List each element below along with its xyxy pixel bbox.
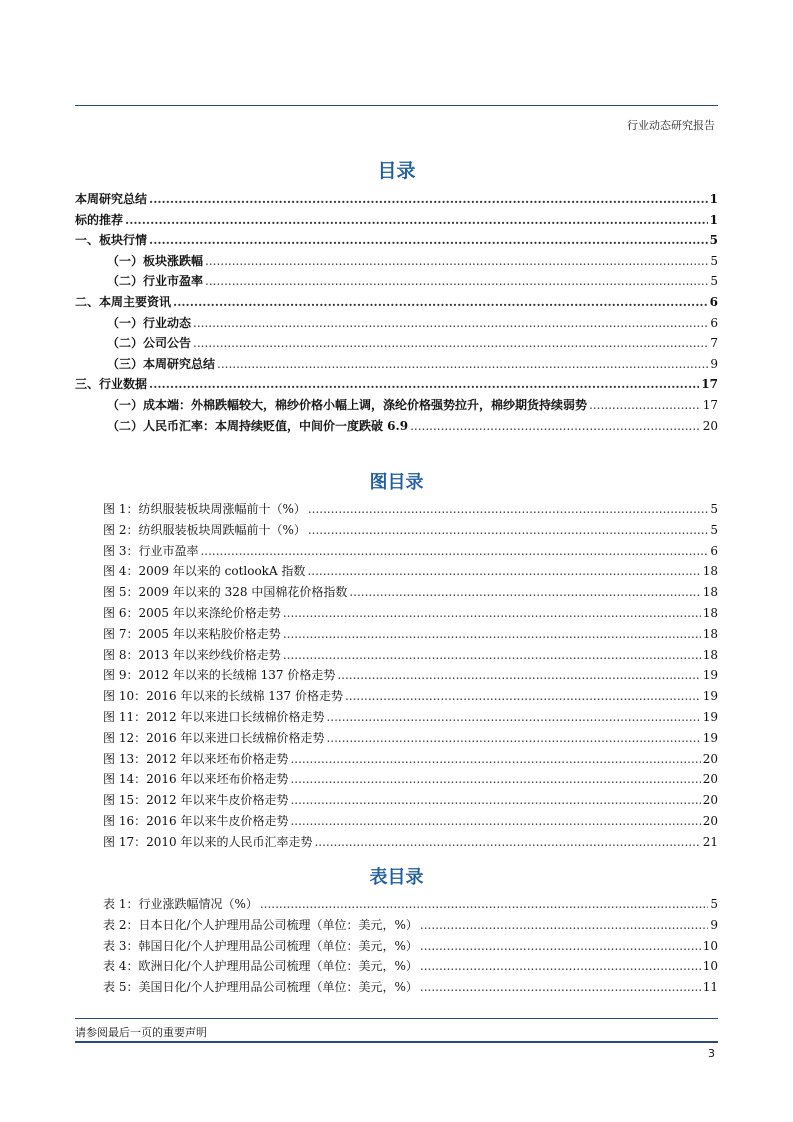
entry-page: 7 [710,336,718,351]
entry-label: 图 15：2012 年以来牛皮价格走势 [103,793,289,808]
toc-entry[interactable] [103,646,718,667]
dot-leader [349,585,700,599]
entry-page: 17 [702,397,718,412]
entry-page: 18 [702,626,718,641]
toc-entry[interactable] [103,750,718,771]
entry-page: 18 [702,585,718,600]
toc-entry[interactable] [103,729,718,750]
dot-leader [290,793,700,807]
toc-entry[interactable] [103,583,718,604]
entry-page: 19 [702,689,718,704]
entry-page: 20 [702,418,718,433]
dot-leader [200,544,708,558]
dot-leader [283,606,701,620]
entry-label: （一）成本端：外棉跌幅较大，棉纱价格小幅上调，涤纶价格强势拉升，棉纱期货持续弱势 [107,397,588,412]
toc-list [75,190,718,437]
entry-label: （二）行业市盈率 [107,274,204,289]
toc-entry[interactable] [75,355,718,376]
entry-label: （一）行业动态 [107,315,192,330]
entry-label: 图 4：2009 年以来的 cotlookA 指数 [103,564,306,579]
entry-label: 三、行业数据 [75,377,148,392]
toc-entry[interactable] [103,937,718,958]
toc-title: 目录 [377,160,416,182]
entry-label: 图 9：2012 年以来的长绒棉 137 价格走势 [103,668,336,683]
toc-entry[interactable] [103,625,718,646]
toc-entry[interactable] [75,314,718,335]
page-number: 3 [708,1047,715,1060]
dot-leader [308,523,709,537]
toc-entry[interactable] [103,666,718,687]
tables-title: 表目录 [369,867,424,888]
toc-entry[interactable] [103,916,718,937]
dot-leader [589,398,701,412]
entry-page: 19 [702,730,718,745]
toc-entry[interactable] [103,542,718,563]
entry-page: 5 [710,253,718,268]
entry-label: 本周研究总结 [75,192,148,206]
toc-entry[interactable] [103,708,718,729]
entry-label: 图 8：2013 年以来纱线价格走势 [103,647,281,662]
dot-leader [420,918,708,932]
dot-leader [410,419,701,433]
dot-leader [205,254,708,268]
toc-entry[interactable] [103,604,718,625]
toc-entry[interactable] [75,190,718,211]
dot-leader [345,689,701,703]
entry-page: 19 [702,668,718,683]
toc-entry[interactable] [75,272,718,293]
entry-page: 20 [702,793,718,808]
footer-rule [75,1018,718,1019]
dot-leader [193,336,708,350]
entry-page: 17 [701,377,718,392]
entry-page: 11 [702,980,718,995]
entry-page: 5 [709,233,718,248]
toc-entry[interactable] [103,895,718,916]
entry-page: 5 [710,897,718,911]
toc-entry[interactable] [103,957,718,978]
dot-leader [149,192,708,206]
header-rule [75,105,718,106]
toc-entry[interactable] [75,375,718,396]
entry-page: 6 [709,294,718,309]
dot-leader [307,564,700,578]
toc-entry[interactable] [75,334,718,355]
footer-disclaimer: 请参阅最后一页的重要声明 [75,1026,207,1039]
entry-label: 表 4：欧洲日化/个人护理用品公司梳理（单位：美元，%） [103,959,418,974]
entry-page: 5 [710,502,718,516]
entry-label: 表 3：韩国日化/个人护理用品公司梳理（单位：美元，%） [103,938,418,953]
entry-page: 6 [710,315,718,330]
dot-leader [337,668,700,682]
entry-label: 表 2：日本日化/个人护理用品公司梳理（单位：美元，%） [103,917,418,932]
entry-page: 6 [710,543,718,558]
entry-label: 一、板块行情 [75,233,148,248]
entry-label: 图 5：2009 年以来的 328 中国棉花价格指数 [103,585,348,600]
tables-list [103,895,718,999]
entry-label: （三）本周研究总结 [107,356,216,371]
dot-leader [283,648,701,662]
dot-leader [314,835,700,849]
entry-page: 18 [702,605,718,620]
entry-label: 图 17：2010 年以来的人民币汇率走势 [103,834,313,849]
entry-page: 21 [702,834,718,849]
toc-entry[interactable] [75,396,718,417]
dot-leader [125,213,708,227]
toc-entry[interactable] [103,791,718,812]
toc-entry[interactable] [103,687,718,708]
report-type-label: 行业动态研究报告 [627,119,715,132]
toc-entry[interactable] [103,500,718,521]
dot-leader [290,814,700,828]
entry-label: 图 14：2016 年以来坯布价格走势 [103,772,289,787]
entry-page: 20 [702,813,718,828]
toc-entry[interactable] [103,978,718,999]
entry-label: 图 3：行业市盈率 [103,543,199,558]
toc-entry[interactable] [103,833,718,854]
toc-entry[interactable] [103,812,718,833]
dot-leader [173,295,708,309]
figures-title: 图目录 [369,472,424,493]
dot-leader [420,939,701,953]
toc-entry[interactable] [103,770,718,791]
entry-page: 9 [710,356,718,371]
dot-leader [205,274,708,288]
entry-label: 标的推荐 [75,212,124,227]
entry-page: 9 [710,917,718,932]
dot-leader [290,772,700,786]
toc-entry[interactable] [103,521,718,542]
entry-label: 图 11：2012 年以来进口长绒棉价格走势 [103,709,325,724]
dot-leader [149,377,699,391]
entry-label: 图 12：2016 年以来进口长绒棉价格走势 [103,730,325,745]
dot-leader [217,357,708,371]
entry-page: 1 [709,212,718,227]
entry-label: （二）公司公告 [107,336,192,351]
entry-page: 19 [702,709,718,724]
dot-leader [290,752,700,766]
dot-leader [283,627,701,641]
entry-page: 18 [702,647,718,662]
dot-leader [420,959,701,973]
dot-leader [326,710,700,724]
entry-page: 10 [702,938,718,953]
entry-page: 5 [710,274,718,289]
figures-list [103,500,718,854]
toc-entry[interactable] [75,252,718,273]
entry-label: 表 5：美国日化/个人护理用品公司梳理（单位：美元，%） [103,980,418,995]
entry-page: 10 [702,959,718,974]
entry-label: 表 1：行业涨跌幅情况（%） [103,897,258,911]
entry-label: （一）板块涨跌幅 [107,253,204,268]
dot-leader [420,980,701,994]
entry-label: 图 13：2012 年以来坯布价格走势 [103,751,289,766]
entry-page: 18 [702,564,718,579]
toc-entry[interactable] [103,562,718,583]
entry-label: 图 1：纺织服装板块周涨幅前十（%） [103,502,306,516]
entry-page: 5 [710,522,718,537]
dot-leader [149,233,708,247]
footer-rule-thick [75,1041,718,1043]
entry-label: 图 10：2016 年以来的长绒棉 137 价格走势 [103,689,343,704]
toc-entry[interactable] [75,293,718,314]
entry-label: 图 16：2016 年以来牛皮价格走势 [103,813,289,828]
entry-label: （二）人民币汇率：本周持续贬值，中间价一度跌破 6.9 [107,418,409,433]
dot-leader [326,731,700,745]
toc-entry[interactable] [75,211,718,232]
dot-leader [308,502,709,516]
entry-label: 图 2：纺织服装板块周跌幅前十（%） [103,522,306,537]
entry-page: 20 [702,751,718,766]
entry-page: 20 [702,772,718,787]
entry-page: 1 [709,192,718,206]
dot-leader [260,897,709,911]
dot-leader [193,316,708,330]
entry-label: 图 6：2005 年以来涤纶价格走势 [103,605,281,620]
toc-entry[interactable] [75,417,718,438]
toc-entry[interactable] [75,231,718,252]
entry-label: 图 7：2005 年以来粘胶价格走势 [103,626,281,641]
entry-label: 二、本周主要资讯 [75,294,172,309]
